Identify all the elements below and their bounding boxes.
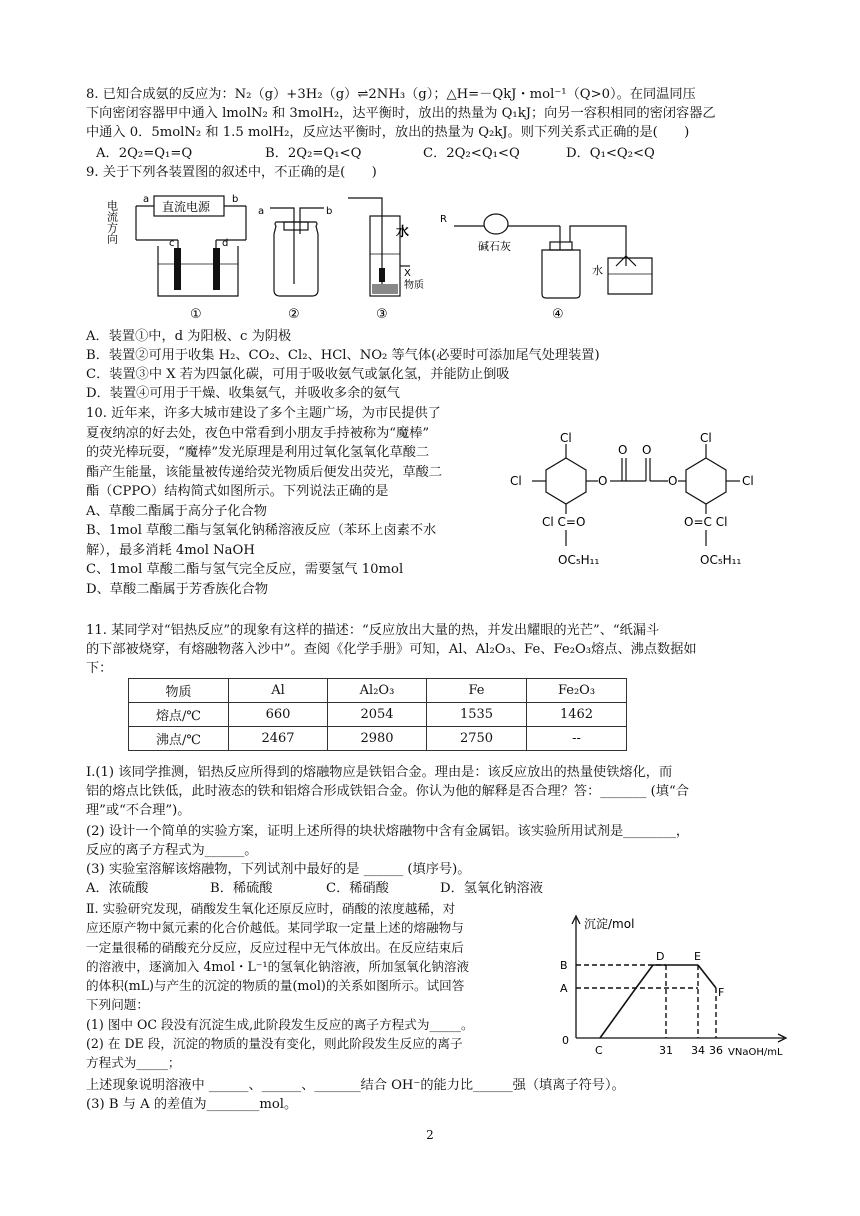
x-label: X [404,268,411,279]
q11-tail-line: (3) B 与 A 的差值为________mol。 [86,1097,298,1112]
point-d: D [656,950,665,963]
q8-option-a: A．2Q₂=Q₁=Q [96,146,193,161]
tick-31: 31 [659,1044,673,1057]
table-cell: 2750 [427,727,527,751]
x-axis-label: VNaOH/mL [728,1047,783,1058]
group-cl-ceo: Cl C=O [542,515,586,529]
table-row [129,727,627,751]
origin-label: 0 [562,1034,569,1047]
q10-line: 10. 近年来，许多大城市建设了多个主题广场，为市民提供了 [86,406,441,421]
fig-num-3: ③ [376,307,388,322]
label-b1: b [232,194,239,205]
segment-cd-upper [636,965,653,988]
q8-option-b: B．2Q₂=Q₁<Q [265,146,362,161]
q8-line2: 下向密闭容器甲中通入 lmolN₂ 和 3molH₂，达平衡时，放出的热量为 Q₁kJ；向另一容积相同的密闭容器乙 [86,106,716,121]
cppo-structure [506,428,776,578]
segment-ef [698,965,716,988]
group-oec-cl: O=C Cl [684,515,728,529]
fig-num-2: ② [288,307,300,322]
fig-num-4: ④ [552,307,564,322]
label-a2: a [258,206,265,217]
q11-tail-line: 上述现象说明溶液中 ______、______、_______结合 OH⁻的能力比______强（填离子符号）。 [86,1078,625,1093]
tick-b: B [560,959,568,972]
q8-option-d: D．Q₁<Q₂<Q [566,146,655,161]
q11-part2-line: 一定量很稀的硝酸充分反应，反应过程中无气体放出。在反应结束后 [86,939,464,955]
fig-num-1: ① [190,307,202,322]
table-cell: 2467 [229,727,328,751]
tick-c: C [595,1044,603,1057]
reagent-option-b: B．稀硫酸 [210,881,273,896]
q9-option-b: B．装置②可用于收集 H₂、CO₂、Cl₂、HCl、NO₂ 等气体(必要时可添加尾气处理装置) [86,348,600,363]
reagent-option-a: A．浓硫酸 [86,881,149,896]
q9-option-c: C．装置③中 X 若为四氯化碳，可用于吸收氨气或氯化氢，并能防止倒吸 [86,367,510,382]
table-header-cell: Fe [427,679,527,703]
q10-text-block [86,404,496,599]
table-cell: 2054 [328,703,427,727]
q10-option-c: C、1mol 草酸二酯与氢气完全反应，需要氢气 10mol [86,562,404,577]
table-cell: 沸点/℃ [129,727,229,751]
q10-line: 的荧光棒玩耍，“魔棒”发光原理是利用过氧化氢氧化草酸二 [86,445,430,460]
label-b2: b [326,206,333,217]
q10-line: 酯（CPPO）结构简式如图所示。下列说法正确的是 [86,484,389,499]
table-cell: 660 [229,703,328,727]
tick-34: 34 [691,1044,705,1057]
q11-part1-line: 理”或“不合理”)。 [86,803,191,818]
substance-label: 物质 [404,280,424,291]
q11-part2-line: 方程式为_____； [86,1055,181,1071]
q10-option-b-cont: 解），最多消耗 4mol NaOH [86,542,255,558]
precipitate-graph [548,910,798,1058]
q11-part1-line: 铝的熔点比铁低，此时液态的铁和铝熔合形成铁铝合金。你认为他的解释是否合理？答：_______ (填“合 [86,784,689,799]
reagent-option-c: C．稀硝酸 [326,881,389,896]
q10-line: 酯产生能量，该能量被传递给荧光物质后便发出荧光，草酸二 [86,464,443,480]
q10-option-a: A、草酸二酯属于高分子化合物 [86,503,267,519]
q11-part2-line: 的溶液中，逐滴加入 4mol・L⁻¹的氢氧化钠溶液，所加氢氧化钠溶液 [86,958,470,974]
table-header-cell: Al₂O₃ [328,679,427,703]
q8-line1: 8. 已知合成氨的反应为：N₂（g）+3H₂（g）⇌2NH₃（g）；△H=－QkJ・mol⁻¹（Q>0）。在同温同压 [86,87,696,102]
q11-part2-line: 的体积(mL)与产生的沉淀的物质的量(mol)的关系如图所示。试回答 [86,978,465,994]
label-c: c [169,238,175,249]
table-cell: 2980 [328,727,427,751]
group-oc5h11-right: OC₅H₁₁ [700,553,742,567]
table-header-cell: Fe₂O₃ [527,679,627,703]
q10-line: 夏夜纳凉的好去处，夜色中常看到小朋友手持被称为“魔棒” [86,425,430,441]
soda-lime-label: 碱石灰 [478,240,511,253]
group-oc5h11-left: OC₅H₁₁ [558,553,600,567]
atom-cl: Cl [700,431,712,445]
atom-o: O [668,474,678,488]
current-direction-label: 电流方向 [105,200,119,244]
table-header-cell: 物质 [129,679,229,703]
table-cell: 1462 [527,703,627,727]
tick-a: A [560,982,568,995]
q11-part1-line: 反应的离子方程式为______。 [86,843,258,858]
q11-part2-block [86,899,538,1073]
q9-stem: 9. 关于下列各装置图的叙述中，不正确的是( ) [86,165,377,180]
water-label-2: 水 [592,264,603,277]
q11-part1-line: (3) 实验室溶解该熔融物，下列试剂中最好的是 ______ (填序号)。 [86,862,471,877]
table-header-cell: Al [229,679,328,703]
y-axis-label: 沉淀/mol [584,917,635,931]
atom-o: O [642,443,652,457]
segment-cd [600,988,636,1038]
reagent-option-d: D．氢氧化钠溶液 [440,881,543,896]
q8-line3: 中通入 0．5molN₂ 和 1.5 molH₂，反应达平衡时，放出的热量为 Q₂kJ。则下列关系式正确的是( ) [86,125,690,140]
r-label: R [440,214,447,225]
label-a1: a [143,194,150,205]
q10-option-b: B、1mol 草酸二酯与氢氧化钠稀溶液反应（苯环上卤素不水 [86,523,437,538]
atom-cl: Cl [510,474,522,488]
q11-part1-line: (2) 设计一个简单的实验方案，证明上述所得的块状熔融物中含有金属铝。该实验所用试剂是________， [86,824,690,839]
q11-intro-3: 下： [86,661,113,676]
point-e: E [694,950,701,963]
q11-intro-2: 的下部被烧穿，有熔融物落入沙中”。查阅《化学手册》可知，Al、Al₂O₃、Fe、Fe₂O₃熔点、沸点数据如 [86,642,697,657]
q9-apparatus-figure [86,186,686,324]
table-cell: 熔点/℃ [129,703,229,727]
atom-o: O [618,443,628,457]
label-d: d [222,238,229,249]
page-number: 2 [426,1128,434,1142]
q8-option-c: C．2Q₂<Q₁<Q [423,146,520,161]
q10-option-d: D、草酸二酯属于芳香族化合物 [86,581,269,597]
table-cell: 1535 [427,703,527,727]
electrode-d [213,248,220,290]
q9-option-d: D．装置④可用于干燥、收集氨气，并吸收多余的氨气 [86,386,400,401]
q11-part1-line: Ⅰ.(1) 该同学推测，铝热反应所得到的熔融物应是铁铝合金。理由是：该反应放出的热量使铁熔化，而 [86,765,673,780]
atom-cl: Cl [742,474,754,488]
q11-part2-line: 应还原产物中氮元素的化合价越低。某同学取一定量上述的熔融物与 [86,920,464,936]
water-label: 水 [396,225,410,240]
table-cell: -- [527,727,627,751]
q11-part2-line: (1) 图中 OC 段没有沉淀生成,此阶段发生反应的离子方程式为_____。 [86,1016,474,1032]
q11-intro-1: 11. 某同学对“铝热反应”的现象有这样的描述：“反应放出大量的热，并发出耀眼的光芒”、“纸漏斗 [86,623,660,638]
q11-part2-line: (2) 在 DE 段，沉淀的物质的量没有变化，则此阶段发生反应的离子 [86,1036,463,1052]
atom-o: O [598,474,608,488]
tick-36: 36 [709,1044,723,1057]
table-header-row [129,679,627,703]
table-row [129,703,627,727]
q11-part2-line: 下列问题： [86,997,149,1013]
point-f: F [718,986,725,999]
q11-part2-line: Ⅱ. 实验研究发现，硝酸发生氧化还原反应时，硝酸的浓度越稀，对 [86,901,456,916]
melting-boiling-table [128,678,627,751]
power-supply-label: 直流电源 [162,200,211,214]
atom-cl: Cl [560,431,572,445]
electrode-c [174,248,181,290]
q9-option-a: A．装置①中，d 为阳极、c 为阴极 [86,329,292,344]
